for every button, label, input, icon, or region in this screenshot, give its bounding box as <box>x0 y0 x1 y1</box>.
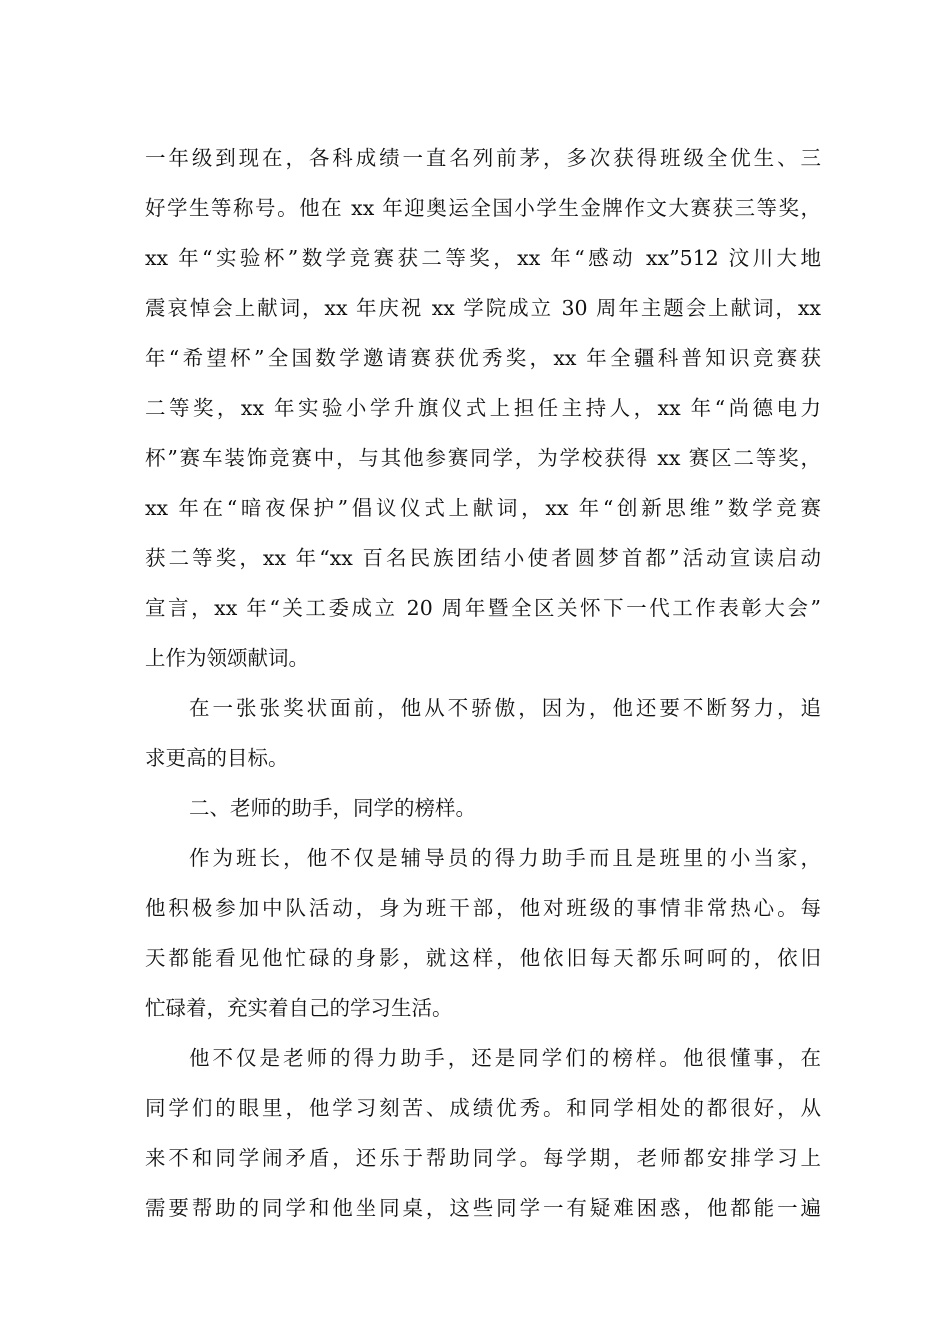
text-line: 天都能看见他忙碌的身影，就这样，他依旧每天都乐呵呵的，依旧 <box>145 946 821 970</box>
document-body <box>145 133 821 1233</box>
text-line: 获二等奖，xx 年“xx 百名民族团结小使者圆梦首都”活动宣读启动 <box>145 546 821 570</box>
section-heading <box>145 783 821 833</box>
heading-text: 二、老师的助手，同学的榜样。 <box>189 796 476 820</box>
paragraph-awards-list <box>145 133 821 683</box>
text-line: 求更高的目标。 <box>145 746 289 770</box>
text-line: 作为班长，他不仅是辅导员的得力助手而且是班里的小当家， <box>189 846 821 870</box>
text-line: 他积极参加中队活动，身为班干部，他对班级的事情非常热心。每 <box>145 896 821 920</box>
text-line: 上作为领颂献词。 <box>145 646 309 670</box>
text-line: 需要帮助的同学和他坐同桌，这些同学一有疑难困惑，他都能一遍 <box>145 1196 821 1220</box>
text-line: 震哀悼会上献词，xx 年庆祝 xx 学院成立 30 周年主题会上献词，xx <box>145 296 821 320</box>
text-line: 忙碌着，充实着自己的学习生活。 <box>145 996 453 1020</box>
text-line: xx 年在“暗夜保护”倡议仪式上献词，xx 年“创新思维”数学竞赛 <box>145 496 821 520</box>
text-line: 好学生等称号。他在 xx 年迎奥运全国小学生金牌作文大赛获三等奖， <box>145 196 821 220</box>
paragraph-class-monitor <box>145 833 821 1033</box>
text-line: 同学们的眼里，他学习刻苦、成绩优秀。和同学相处的都很好，从 <box>145 1096 821 1120</box>
text-line: 一年级到现在，各科成绩一直名列前茅，多次获得班级全优生、三 <box>145 146 821 170</box>
text-line: xx 年“实验杯”数学竞赛获二等奖，xx 年“感动 xx”512 汶川大地 <box>145 246 821 270</box>
paragraph-humble <box>145 683 821 783</box>
paragraph-role-model <box>145 1033 821 1233</box>
text-line: 杯”赛车装饰竞赛中，与其他参赛同学，为学校获得 xx 赛区二等奖， <box>145 446 821 470</box>
text-line: 二等奖，xx 年实验小学升旗仪式上担任主持人，xx 年“尚德电力 <box>145 396 821 420</box>
text-line: 在一张张奖状面前，他从不骄傲，因为，他还要不断努力，追 <box>189 696 821 720</box>
text-line: 年“希望杯”全国数学邀请赛获优秀奖，xx 年全疆科普知识竞赛获 <box>145 346 821 370</box>
text-line: 他不仅是老师的得力助手，还是同学们的榜样。他很懂事，在 <box>189 1046 821 1070</box>
text-line: 来不和同学闹矛盾，还乐于帮助同学。每学期，老师都安排学习上 <box>145 1146 821 1170</box>
text-line: 宣言，xx 年“关工委成立 20 周年暨全区关怀下一代工作表彰大会” <box>145 596 821 620</box>
